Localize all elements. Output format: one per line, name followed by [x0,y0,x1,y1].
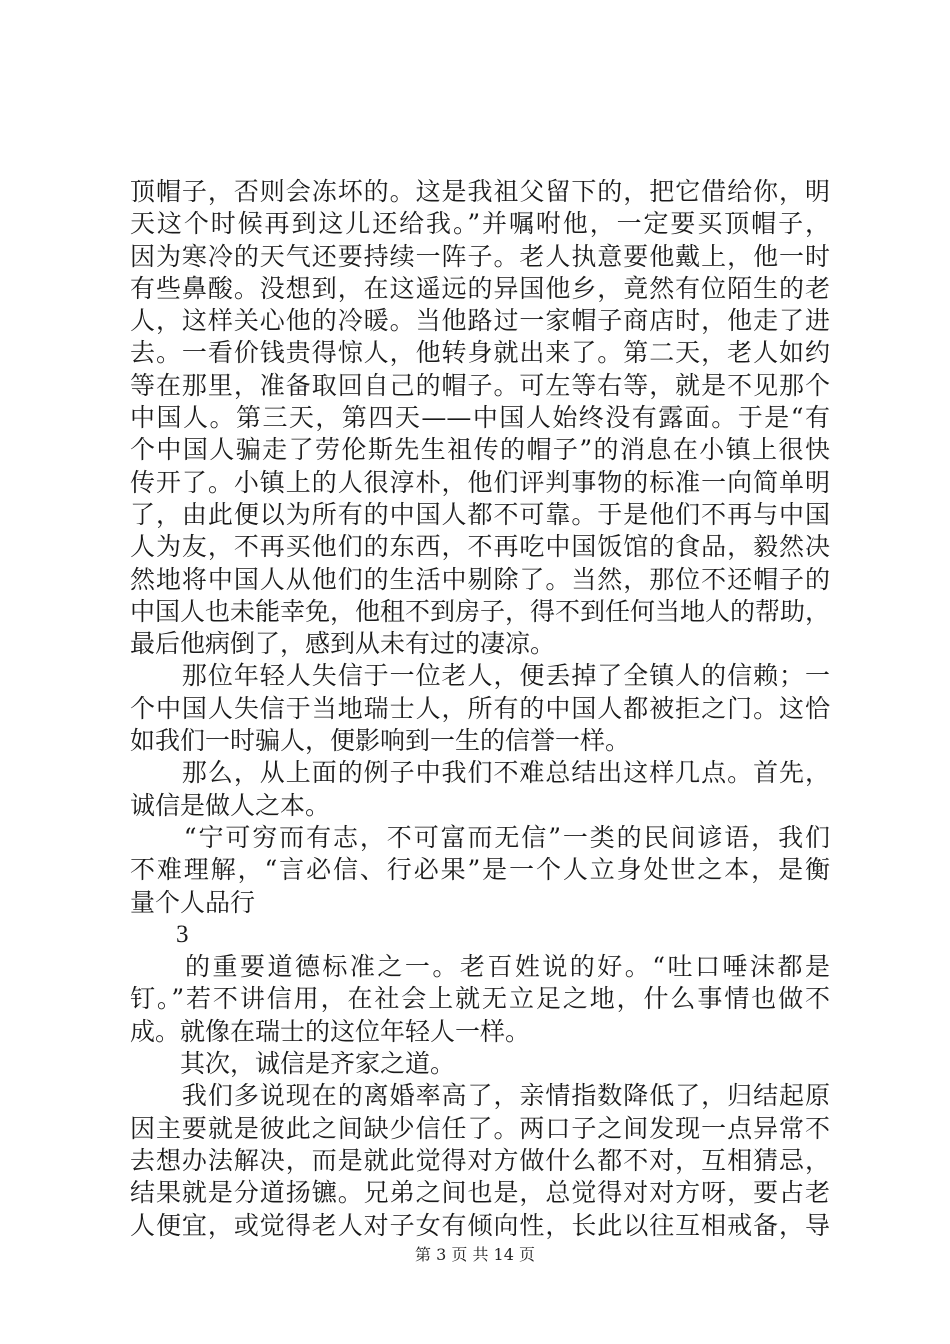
text-line: 人，这样关心他的冷暖。当他路过一家帽子商店时，他走了进 [130,306,830,336]
text-line: 有些鼻酸。没想到，在这遥远的异国他乡，竟然有位陌生的老 [130,273,830,303]
text-line: 个中国人骗走了劳伦斯先生祖传的帽子”的消息在小镇上很快 [130,435,830,465]
text-line: 因为寒冷的天气还要持续一阵子。老人执意要他戴上，他一时 [130,241,830,271]
text-line: 中国人。第三天，第四天——中国人始终没有露面。于是“有 [130,403,830,433]
text-line: 如我们一时骗人，便影响到一生的信誉一样。 [130,726,631,756]
text-line: 最后他病倒了，感到从未有过的凄凉。 [130,629,556,659]
text-line: 其次，诚信是齐家之道。 [130,1049,456,1079]
text-line: 结果就是分道扬镳。兄弟之间也是，总觉得对对方呀，要占老 [130,1178,830,1208]
text-line: 人便宜，或觉得老人对子女有倾向性，长此以往互相戒备，导 [130,1210,830,1240]
inline-page-number: 3 [176,920,189,948]
text-line: 去想办法解决，而是就此觉得对方做什么都不对，互相猜忌， [130,1145,830,1175]
text-line: 去。一看价钱贵得惊人，他转身就出来了。第二天，老人如约 [130,338,830,368]
text-line: 的重要道德标准之一。老百姓说的好。“吐口唾沫都是 [130,952,830,982]
text-line: 因主要就是彼此之间缺少信任了。两口子之间发现一点异常不 [130,1113,830,1143]
text-line: 钉。”若不讲信用，在社会上就无立足之地，什么事情也做不 [130,984,830,1014]
text-line: 顶帽子，否则会冻坏的。这是我祖父留下的，把它借给你，明 [130,177,830,206]
text-line: 天这个时候再到这儿还给我。”并嘱咐他，一定要买顶帽子， [130,209,830,239]
text-line: “宁可穷而有志，不可富而无信”一类的民间谚语，我们 [130,822,830,852]
text-line: 那位年轻人失信于一位老人，便丢掉了全镇人的信赖；一 [130,661,830,691]
text-line: 成。就像在瑞士的这位年轻人一样。 [130,1016,531,1046]
body-text [130,176,830,1242]
text-line: 等在那里，准备取回自己的帽子。可左等右等，就是不见那个 [130,370,830,400]
text-line: 个中国人失信于当地瑞士人，所有的中国人都被拒之门。这恰 [130,693,830,723]
text-line: 传开了。小镇上的人很淳朴，他们评判事物的标准一向简单明 [130,467,830,497]
text-line: 那么，从上面的例子中我们不难总结出这样几点。首先， [130,758,830,788]
text-line: 诚信是做人之本。 [130,790,331,820]
text-line: 不难理解，“言必信、行必果”是一个人立身处世之本，是衡 [130,855,830,885]
page-footer: 第 3 页 共 14 页 [415,1245,535,1264]
text-line: 然地将中国人从他们的生活中剔除了。当然，那位不还帽子的 [130,564,830,594]
text-line: 了，由此便以为所有的中国人都不可靠。于是他们不再与中国 [130,499,830,529]
text-line: 我们多说现在的离婚率高了，亲情指数降低了，归结起原 [130,1081,830,1111]
text-line: 中国人也未能幸免，他租不到房子，得不到任何当地人的帮助， [130,596,831,626]
text-line: 量个人品行 [130,887,256,917]
text-line: 人为友，不再买他们的东西，不再吃中国饭馆的食品，毅然决 [130,532,830,562]
